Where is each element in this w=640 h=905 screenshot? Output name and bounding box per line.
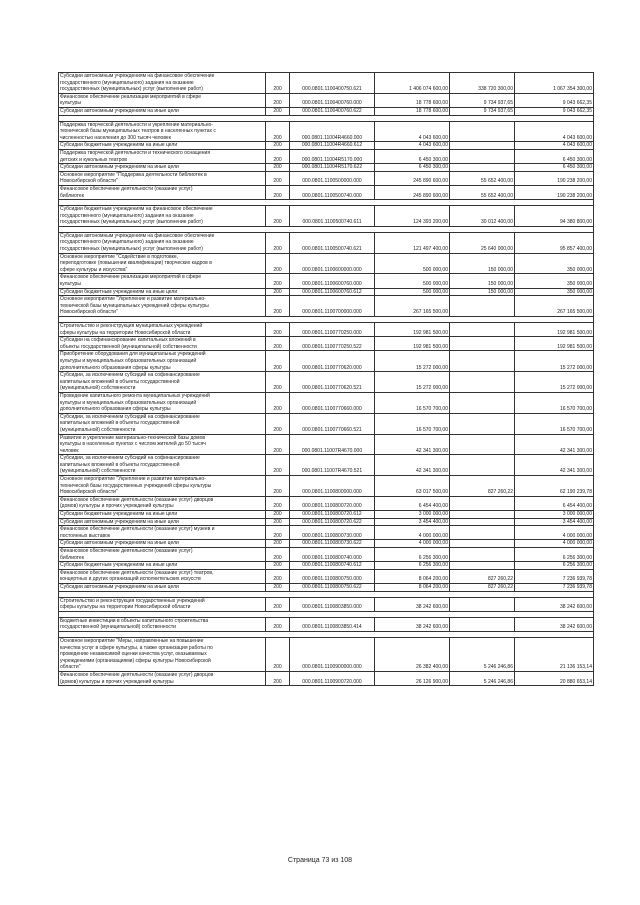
row-line-code: 200 — [266, 526, 290, 540]
row-approved-amount: 6 450 300,00 — [375, 164, 450, 172]
row-classification-code: 000.0801.1100770250.000 — [290, 323, 375, 337]
row-description: Субсидии, за исключением субсидий на софинансирование капитальных вложений в объекты государственной (муниципальной) собственности — [59, 413, 266, 434]
row-description: Субсидии на софинансирование капитальных вложений в объекты государственной (муниципальной) собственности — [59, 337, 266, 351]
row-description: Субсидии автономным учреждениям на иные цели — [59, 164, 266, 172]
row-remaining-amount: 15 272 000,00 — [515, 351, 594, 372]
row-classification-code: 000.0801.1100770250.522 — [290, 337, 375, 351]
row-remaining-amount: 9 043 662,35 — [515, 107, 594, 115]
row-executed-amount: 5 246 246,86 — [450, 671, 515, 685]
table-row — [59, 206, 594, 227]
row-executed-amount — [450, 434, 515, 455]
row-classification-code: 000.0801.1100600000.000 — [290, 253, 375, 274]
row-line-code: 200 — [266, 121, 290, 142]
row-executed-amount: 150 000,00 — [450, 288, 515, 296]
table-row — [59, 149, 594, 163]
row-line-code: 200 — [266, 185, 290, 199]
table-row — [59, 288, 594, 296]
row-executed-amount — [450, 597, 515, 611]
row-classification-code: 000.0801.1100500740.621 — [290, 232, 375, 253]
row-line-code: 200 — [266, 511, 290, 519]
page-footer: Страница 73 из 108 — [287, 857, 353, 864]
row-description: Основное мероприятие "Укрепление и развитие материально- технической базы государственных учреждений сферы культуры Новосибирской области" — [59, 476, 266, 497]
table-row — [59, 637, 594, 671]
table-body — [59, 73, 594, 686]
row-executed-amount — [450, 351, 515, 372]
row-classification-code: 000.0801.11004R5170.000 — [290, 149, 375, 163]
row-executed-amount: 150 000,00 — [450, 253, 515, 274]
row-executed-amount: 338 720 300,00 — [450, 73, 515, 94]
row-line-code: 200 — [266, 73, 290, 94]
row-description: Основное мероприятие "Меры, направленные на повышение качества услуг в сфере культуры, а также организация работы по проведению независимой оценки качества услуг, оказываемых учреждениями (организациями) сферы культуры Новосибирской области" — [59, 637, 266, 671]
row-classification-code: 000.0801.1100800750.622 — [290, 583, 375, 591]
row-executed-amount: 9 734 937,65 — [450, 93, 515, 107]
row-classification-code: 000.0801.1100700000.000 — [290, 296, 375, 317]
row-remaining-amount: 350 000,00 — [515, 288, 594, 296]
row-classification-code: 000.0801.1100803850.414 — [290, 617, 375, 631]
table-row — [59, 93, 594, 107]
row-remaining-amount: 3 000 000,00 — [515, 511, 594, 519]
row-line-code: 200 — [266, 274, 290, 288]
row-classification-code: 000.0801.1100400760.000 — [290, 93, 375, 107]
row-classification-code: 000.0801.1100900720.000 — [290, 671, 375, 685]
row-remaining-amount: 6 256 300,00 — [515, 562, 594, 570]
row-executed-amount: 55 652 400,00 — [450, 171, 515, 185]
row-remaining-amount: 7 236 939,78 — [515, 583, 594, 591]
row-remaining-amount: 4 000 000,00 — [515, 540, 594, 548]
table-row — [59, 496, 594, 510]
row-executed-amount — [450, 526, 515, 540]
row-classification-code: 000.0801.1100800720.000 — [290, 496, 375, 510]
row-remaining-amount: 7 236 939,78 — [515, 569, 594, 583]
row-executed-amount — [450, 540, 515, 548]
row-executed-amount — [450, 496, 515, 510]
row-line-code: 200 — [266, 392, 290, 413]
table-row — [59, 562, 594, 570]
row-approved-amount: 38 242 600,00 — [375, 617, 450, 631]
row-classification-code: 000.0801.1100600760.000 — [290, 274, 375, 288]
row-remaining-amount: 94 380 800,00 — [515, 206, 594, 227]
row-classification-code: 000.0801.1100770620.000 — [290, 351, 375, 372]
row-description: Финансовое обеспечение деятельности (оказание услуг) музеев и постоянных выставок — [59, 526, 266, 540]
row-remaining-amount: 267 165 500,00 — [515, 296, 594, 317]
row-remaining-amount: 9 043 662,35 — [515, 93, 594, 107]
table-row — [59, 337, 594, 351]
row-approved-amount: 6 450 300,00 — [375, 149, 450, 163]
row-remaining-amount: 4 043 600,00 — [515, 142, 594, 150]
row-line-code: 200 — [266, 93, 290, 107]
row-classification-code: 000.0801.11004R4660.612 — [290, 142, 375, 150]
row-approved-amount: 4 043 600,00 — [375, 121, 450, 142]
row-description: Субсидии бюджетным учреждениям на иные цели — [59, 562, 266, 570]
row-classification-code: 000.0801.1100400760.622 — [290, 107, 375, 115]
row-description: Финансовое обеспечение деятельности (оказание услуг) библиотек — [59, 185, 266, 199]
row-approved-amount: 8 064 200,00 — [375, 583, 450, 591]
row-classification-code: 000.0801.1100770660.521 — [290, 413, 375, 434]
row-line-code: 200 — [266, 232, 290, 253]
row-remaining-amount: 6 450 300,00 — [515, 149, 594, 163]
row-classification-code: 000.0801.11004R5170.622 — [290, 164, 375, 172]
row-executed-amount: 9 734 937,65 — [450, 107, 515, 115]
row-classification-code: 000.0801.1100770660.000 — [290, 392, 375, 413]
table-row — [59, 185, 594, 199]
table-row — [59, 171, 594, 185]
row-description: Субсидии автономным учреждениям на иные цели — [59, 540, 266, 548]
row-executed-amount — [450, 392, 515, 413]
table-row — [59, 73, 594, 94]
row-approved-amount: 26 126 900,00 — [375, 671, 450, 685]
row-description: Финансовое обеспечение реализации мероприятий в сфере культуры — [59, 93, 266, 107]
row-executed-amount — [450, 413, 515, 434]
row-remaining-amount: 4 000 000,00 — [515, 526, 594, 540]
row-classification-code: 000.0801.1100803850.000 — [290, 597, 375, 611]
row-remaining-amount: 350 000,00 — [515, 253, 594, 274]
table-row — [59, 540, 594, 548]
row-remaining-amount: 3 454 400,00 — [515, 518, 594, 526]
row-description: Строительство и реконструкция государственных учреждений сферы культуры на территории Новосибирской области — [59, 597, 266, 611]
row-remaining-amount: 38 242 600,00 — [515, 617, 594, 631]
row-executed-amount — [450, 323, 515, 337]
row-approved-amount: 42 341 300,00 — [375, 434, 450, 455]
row-remaining-amount: 42 341 300,00 — [515, 434, 594, 455]
row-classification-code: 000.0801.1100900000.000 — [290, 637, 375, 671]
row-remaining-amount: 1 067 354 300,00 — [515, 73, 594, 94]
row-classification-code: 000.0801.1100600760.612 — [290, 288, 375, 296]
row-line-code: 200 — [266, 583, 290, 591]
row-description: Субсидии автономным учреждениям на финансовое обеспечение государственного (муниципального) задания на оказание государственных (муниципальных) услуг (выполнение работ) — [59, 232, 266, 253]
row-remaining-amount: 192 981 500,00 — [515, 323, 594, 337]
table-row — [59, 164, 594, 172]
table-row — [59, 351, 594, 372]
row-executed-amount: 827 260,22 — [450, 569, 515, 583]
row-line-code: 200 — [266, 296, 290, 317]
row-remaining-amount: 6 256 300,00 — [515, 548, 594, 562]
row-classification-code: 000.0801.1100500740.611 — [290, 206, 375, 227]
row-remaining-amount: 16 570 700,00 — [515, 392, 594, 413]
row-line-code: 200 — [266, 372, 290, 393]
row-remaining-amount: 190 238 200,00 — [515, 171, 594, 185]
table-row — [59, 569, 594, 583]
row-line-code: 200 — [266, 540, 290, 548]
row-approved-amount: 16 570 700,00 — [375, 392, 450, 413]
row-description: Субсидии бюджетным учреждениям на иные цели — [59, 288, 266, 296]
row-description: Субсидии автономным учреждениям на иные цели — [59, 518, 266, 526]
row-description: Субсидии, за исключением субсидий на софинансирование капитальных вложений в объекты государственной (муниципальной) собственности — [59, 372, 266, 393]
row-executed-amount — [450, 149, 515, 163]
row-executed-amount: 5 246 246,86 — [450, 637, 515, 671]
row-line-code: 200 — [266, 149, 290, 163]
row-description: Субсидии автономным учреждениям на иные цели — [59, 107, 266, 115]
row-remaining-amount: 192 981 500,00 — [515, 337, 594, 351]
row-approved-amount: 38 242 600,00 — [375, 597, 450, 611]
table-row — [59, 583, 594, 591]
row-approved-amount: 16 570 700,00 — [375, 413, 450, 434]
row-approved-amount: 121 497 400,00 — [375, 232, 450, 253]
row-executed-amount — [450, 337, 515, 351]
row-approved-amount: 192 981 500,00 — [375, 323, 450, 337]
row-executed-amount: 827 260,22 — [450, 583, 515, 591]
row-approved-amount: 245 890 600,00 — [375, 171, 450, 185]
row-approved-amount: 3 000 000,00 — [375, 511, 450, 519]
row-remaining-amount: 62 190 239,78 — [515, 476, 594, 497]
row-approved-amount: 500 000,00 — [375, 253, 450, 274]
row-description: Субсидии бюджетным учреждениям на финансовое обеспечение государственного (муниципального) задания на оказание государственных (муниципальных) услуг (выполнение работ) — [59, 206, 266, 227]
row-line-code: 200 — [266, 518, 290, 526]
row-line-code: 200 — [266, 337, 290, 351]
row-approved-amount: 8 064 200,00 — [375, 569, 450, 583]
row-line-code: 200 — [266, 142, 290, 150]
row-classification-code: 000.0801.1100800730.622 — [290, 540, 375, 548]
row-remaining-amount: 21 136 153,14 — [515, 637, 594, 671]
table-row — [59, 597, 594, 611]
row-classification-code: 000.0801.1100800740.612 — [290, 562, 375, 570]
row-remaining-amount: 6 454 400,00 — [515, 496, 594, 510]
row-line-code: 200 — [266, 351, 290, 372]
row-approved-amount: 124 393 200,00 — [375, 206, 450, 227]
table-row — [59, 548, 594, 562]
table-row — [59, 274, 594, 288]
row-line-code: 200 — [266, 562, 290, 570]
table-row — [59, 413, 594, 434]
row-executed-amount: 25 640 000,00 — [450, 232, 515, 253]
row-description: Основное мероприятие "Укрепление и развитие материально- технической базы муниципальных учреждений сферы культуры Новосибирской области" — [59, 296, 266, 317]
table-row — [59, 476, 594, 497]
row-approved-amount: 6 454 400,00 — [375, 496, 450, 510]
table-row — [59, 526, 594, 540]
table-row — [59, 107, 594, 115]
row-approved-amount: 4 000 000,00 — [375, 540, 450, 548]
table-row — [59, 434, 594, 455]
row-classification-code: 000.0801.1100800000.000 — [290, 476, 375, 497]
row-classification-code: 000.0801.1100770620.521 — [290, 372, 375, 393]
row-description: Финансовое обеспечение деятельности (оказание услуг) библиотек — [59, 548, 266, 562]
row-executed-amount — [450, 511, 515, 519]
row-approved-amount: 15 272 000,00 — [375, 351, 450, 372]
row-executed-amount — [450, 142, 515, 150]
row-line-code: 200 — [266, 413, 290, 434]
budget-table — [58, 72, 594, 686]
table-row — [59, 323, 594, 337]
row-remaining-amount: 95 857 400,00 — [515, 232, 594, 253]
row-remaining-amount: 20 880 653,14 — [515, 671, 594, 685]
row-description: Субсидии автономным учреждениям на финансовое обеспечение государственного (муниципального) задания на оказание государственных (муниципальных) услуг (выполнение работ) — [59, 73, 266, 94]
row-line-code: 200 — [266, 496, 290, 510]
row-remaining-amount: 16 570 700,00 — [515, 413, 594, 434]
table-row — [59, 253, 594, 274]
row-approved-amount: 42 341 300,00 — [375, 455, 450, 476]
row-classification-code: 000.0801.1100400750.621 — [290, 73, 375, 94]
row-description: Основное мероприятие "Содействие в подготовке, переподготовке (повышении квалификации) творческих кадров в сфере культуры и искусства" — [59, 253, 266, 274]
row-remaining-amount: 15 272 000,00 — [515, 372, 594, 393]
row-description: Финансовое обеспечение деятельности (оказание услуг) дворцов (домов) культуры и прочих учреждений культуры — [59, 671, 266, 685]
row-executed-amount: 827 260,22 — [450, 476, 515, 497]
row-line-code: 200 — [266, 548, 290, 562]
row-description: Финансовое обеспечение реализации мероприятий в сфере культуры — [59, 274, 266, 288]
row-executed-amount — [450, 518, 515, 526]
row-approved-amount: 192 981 500,00 — [375, 337, 450, 351]
row-line-code: 200 — [266, 323, 290, 337]
table-row — [59, 617, 594, 631]
row-classification-code: 000.0801.1100800730.000 — [290, 526, 375, 540]
row-executed-amount: 55 652 400,00 — [450, 185, 515, 199]
row-classification-code: 000.0801.11004R4660.000 — [290, 121, 375, 142]
row-executed-amount — [450, 164, 515, 172]
row-classification-code: 000.0801.11007R4670.521 — [290, 455, 375, 476]
row-line-code: 200 — [266, 569, 290, 583]
row-description: Финансовое обеспечение деятельности (оказание услуг) театров, концертных и других организаций исполнительских искусств — [59, 569, 266, 583]
table-row — [59, 372, 594, 393]
row-remaining-amount: 4 043 600,00 — [515, 121, 594, 142]
row-remaining-amount: 190 238 200,00 — [515, 185, 594, 199]
row-classification-code: 000.0801.11007R4670.000 — [290, 434, 375, 455]
row-line-code: 200 — [266, 171, 290, 185]
row-description: Строительство и реконструкция муниципальных учреждений сферы культуры на территории Новосибирской области — [59, 323, 266, 337]
row-executed-amount: 30 012 400,00 — [450, 206, 515, 227]
row-classification-code: 000.0801.1100800720.612 — [290, 511, 375, 519]
row-executed-amount — [450, 455, 515, 476]
row-approved-amount: 500 000,00 — [375, 288, 450, 296]
table-row — [59, 518, 594, 526]
row-classification-code: 000.0801.1100800720.622 — [290, 518, 375, 526]
row-line-code: 200 — [266, 288, 290, 296]
row-line-code: 200 — [266, 597, 290, 611]
row-description: Субсидии бюджетным учреждениям на иные цели — [59, 511, 266, 519]
table-row — [59, 511, 594, 519]
row-line-code: 200 — [266, 671, 290, 685]
row-line-code: 200 — [266, 434, 290, 455]
row-executed-amount — [450, 296, 515, 317]
row-approved-amount: 245 890 600,00 — [375, 185, 450, 199]
row-description: Бюджетные инвестиции в объекты капитального строительства государственной (муниципальной) собственности — [59, 617, 266, 631]
row-executed-amount — [450, 617, 515, 631]
row-approved-amount: 3 454 400,00 — [375, 518, 450, 526]
row-approved-amount: 18 778 600,00 — [375, 93, 450, 107]
table-row — [59, 392, 594, 413]
row-description: Поддержка творческой деятельности и укрепление материально- технической базы муниципальных театров в населенных пунктах с численностью населения до 300 тысяч человек — [59, 121, 266, 142]
row-approved-amount: 4 000 000,00 — [375, 526, 450, 540]
table-row — [59, 671, 594, 685]
row-description: Приобретение оборудования для муниципальных учреждений культуры и муниципальных образовательных организаций дополнительного образования сферы культуры — [59, 351, 266, 372]
row-line-code: 200 — [266, 637, 290, 671]
row-approved-amount: 500 000,00 — [375, 274, 450, 288]
row-description: Субсидии, за исключением субсидий на софинансирование капитальных вложений в объекты государственной (муниципальной) собственности — [59, 455, 266, 476]
row-remaining-amount: 350 000,00 — [515, 274, 594, 288]
row-description: Поддержка творческой деятельности и технического оснащения детских и кукольных театров — [59, 149, 266, 163]
row-approved-amount: 6 256 300,00 — [375, 548, 450, 562]
row-approved-amount: 15 272 000,00 — [375, 372, 450, 393]
row-description: Субсидии бюджетным учреждениям на иные цели — [59, 142, 266, 150]
row-description: Субсидии автономным учреждениям на иные цели — [59, 583, 266, 591]
row-classification-code: 000.0801.1100500740.000 — [290, 185, 375, 199]
row-line-code: 200 — [266, 455, 290, 476]
row-approved-amount: 18 778 600,00 — [375, 107, 450, 115]
row-description: Проведение капитального ремонта муниципальных учреждений культуры и муниципальных образовательных организаций дополнительного образования сферы культуры — [59, 392, 266, 413]
row-approved-amount: 1 406 074 600,00 — [375, 73, 450, 94]
row-approved-amount: 63 017 500,00 — [375, 476, 450, 497]
row-line-code: 200 — [266, 107, 290, 115]
row-line-code: 200 — [266, 164, 290, 172]
table-row — [59, 142, 594, 150]
row-classification-code: 000.0801.1100500000.000 — [290, 171, 375, 185]
row-classification-code: 000.0801.1100800750.000 — [290, 569, 375, 583]
row-remaining-amount: 38 242 600,00 — [515, 597, 594, 611]
row-line-code: 200 — [266, 476, 290, 497]
table-row — [59, 121, 594, 142]
row-approved-amount: 4 043 600,00 — [375, 142, 450, 150]
row-remaining-amount: 6 450 300,00 — [515, 164, 594, 172]
row-executed-amount: 150 000,00 — [450, 274, 515, 288]
table-row — [59, 296, 594, 317]
row-line-code: 200 — [266, 617, 290, 631]
table-row — [59, 232, 594, 253]
row-executed-amount — [450, 372, 515, 393]
row-executed-amount — [450, 562, 515, 570]
row-approved-amount: 6 256 300,00 — [375, 562, 450, 570]
table-row — [59, 455, 594, 476]
row-description: Развитие и укрепление материально-технической базы домов культуры в населенных пунктах с числом жителей до 50 тысяч человек — [59, 434, 266, 455]
row-executed-amount — [450, 548, 515, 562]
row-executed-amount — [450, 121, 515, 142]
row-remaining-amount: 42 341 300,00 — [515, 455, 594, 476]
row-description: Финансовое обеспечение деятельности (оказание услуг) дворцов (домов) культуры и прочих учреждений культуры — [59, 496, 266, 510]
row-description: Основное мероприятие "Поддержка деятельности библиотек в Новосибирской области" — [59, 171, 266, 185]
row-approved-amount: 26 382 400,00 — [375, 637, 450, 671]
row-approved-amount: 267 165 500,00 — [375, 296, 450, 317]
row-classification-code: 000.0801.1100800740.000 — [290, 548, 375, 562]
row-line-code: 200 — [266, 253, 290, 274]
row-line-code: 200 — [266, 206, 290, 227]
